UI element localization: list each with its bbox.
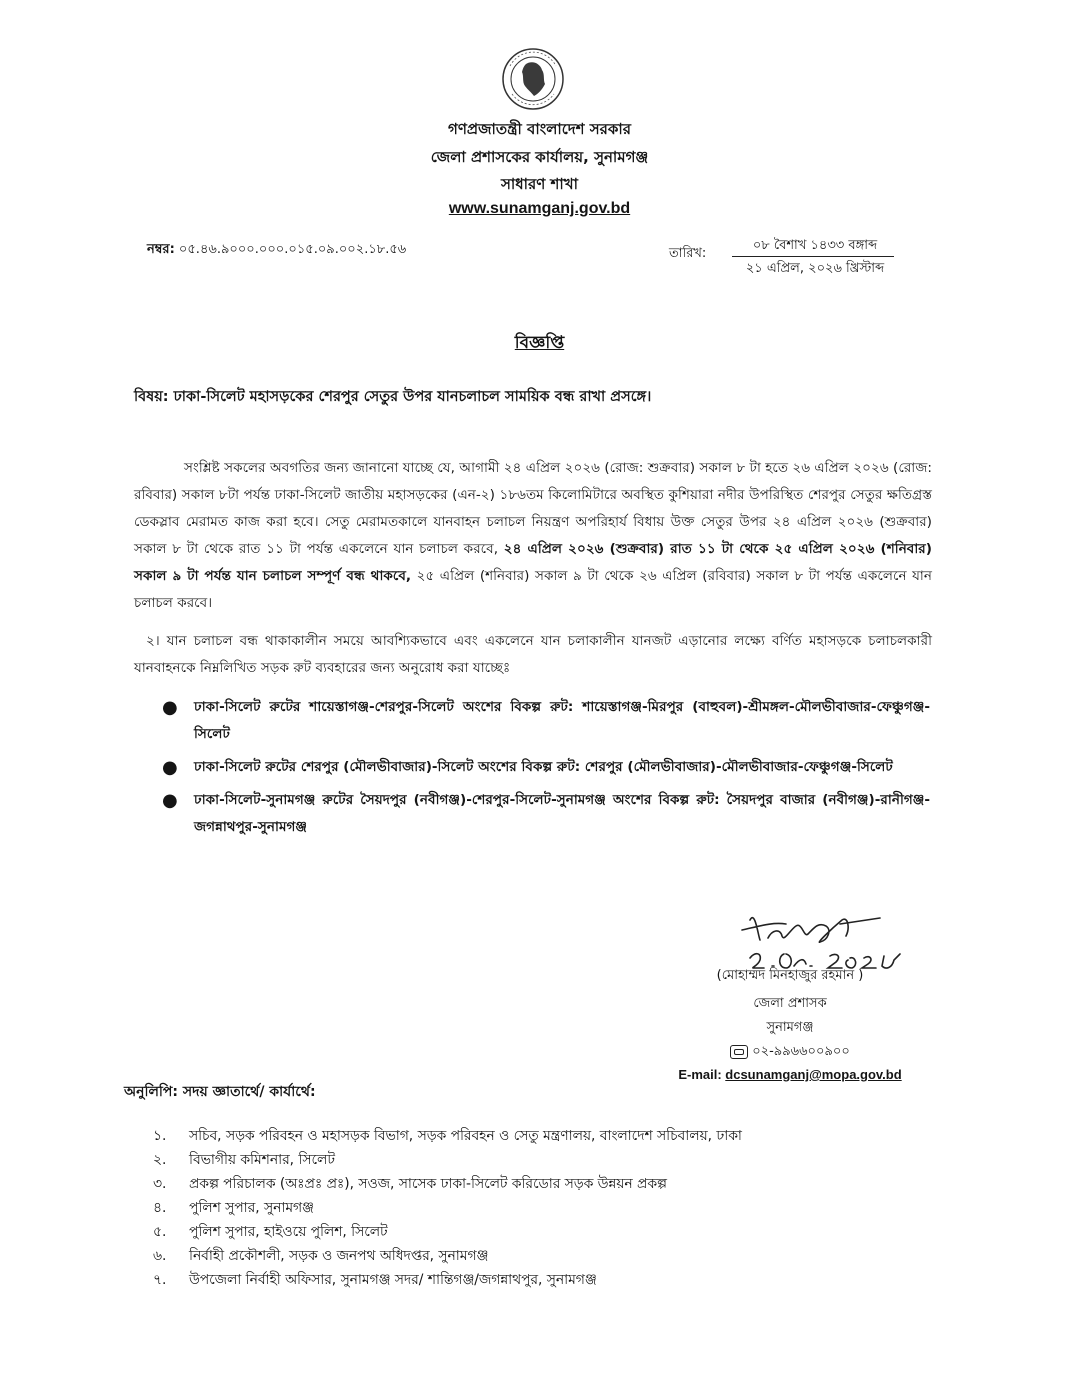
route-item: [160, 787, 930, 841]
list-item: [153, 1220, 742, 1244]
list-item: [153, 1172, 742, 1196]
item-number: ৫.: [153, 1224, 167, 1240]
route-text: ঢাকা-সিলেট-সুনামগঞ্জ রুটের সৈয়দপুর (নবীগঞ্জ)-শেরপুর-সিলেট-সুনামগঞ্জ অংশের বিকল্প রুট: সৈয়দপুর বাজার (নবীগঞ্জ)-রানীগঞ্জ-জগন্নাথপুর-সুনামগঞ্জ: [194, 792, 930, 835]
route-item: [160, 694, 930, 748]
item-text: প্রকল্প পরিচালক (অঃপ্রঃ প্রঃ), সওজ, সাসেক ঢাকা-সিলেট করিডোর সড়ক উন্নয়ন প্রকল্প: [189, 1176, 667, 1192]
copy-to-title: অনুলিপি: সদয় জ্ঞাতার্থে/ কার্যার্থে:: [124, 1084, 316, 1100]
paragraph-2: ২। যান চলাচল বন্ধ থাকাকালীন সময়ে আবশ্যিকভাবে এবং একলেনে যান চলাকালীন যানজট এড়ানোর লক্ষ্যে বর্ণিত মহাসড়কে চলাচলকারী যানবাহনকে নিম্নলিখিত সড়ক রুট ব্যবহারের জন্য অনুরোধ করা যাচ্ছেঃ: [134, 633, 932, 676]
item-text: নির্বাহী প্রকৌশলী, সড়ক ও জনপথ অধিদপ্তর, সুনামগঞ্জ: [189, 1248, 489, 1264]
memo-value: ০৫.৪৬.৯০০০.০০০.০১৫.০৯.০০২.১৮.৫৬: [178, 242, 407, 257]
item-text: পুলিশ সুপার, হাইওয়ে পুলিশ, সিলেট: [189, 1224, 388, 1240]
bullet-icon: ●: [162, 697, 178, 718]
office-name: জেলা প্রশাসকের কার্যালয়, সুনামগঞ্জ: [430, 148, 649, 166]
signatory-location: সুনামগঞ্জ: [766, 1020, 814, 1035]
item-number: ৬.: [153, 1248, 167, 1264]
email-label: E-mail:: [678, 1067, 722, 1082]
signatory-name: (মোহাম্মদ মিনহাজুর রহমান ): [716, 968, 864, 983]
list-item: [153, 1196, 742, 1220]
item-text: পুলিশ সুপার, সুনামগঞ্জ: [189, 1200, 314, 1216]
memo-label: নম্বর:: [147, 242, 175, 257]
signatory-phone: [660, 1042, 920, 1063]
item-number: ৩.: [153, 1176, 167, 1192]
paragraph-1-start: সংশ্লিষ্ট সকলের অবগতির জন্য জানানো যাচ্ছে যে, আগামী ২৪ এপ্রিল ২০২৬ (রোজ: শুক্রবার) সকাল ৮ টা হতে ২৬ এপ্রিল ২০২৬ (রোজ: রবিবার) সকাল ৮টা পর্যন্ত ঢাকা-সিলেট জাতীয় মহাসড়কের (এন-২) ১৮৬তম কিলোমিটারে অবস্থিত কুশিয়ারা নদীর উপরিস্থিত শেরপুর সেতুর ক্ষতিগ্রস্ত ডেকস্লাব মেরামত কাজ করা হবে। সেতু মেরামতকালে যানবাহন চলাচল নিয়ন্ত্রণ অপরিহার্য বিধায় উক্ত সেতুর উপর ২৪ এপ্রিল ২০২৬ (শুক্রবার) সকাল ৮ টা থেকে রাত ১১ টা পর্যন্ত একলেনে যান চলাচল করবে,: [134, 460, 932, 557]
date-label: তারিখ:: [669, 246, 707, 261]
date-bangla: ০৮ বৈশাখ ১৪৩৩ বঙ্গাব্দ: [752, 238, 878, 253]
paragraph-1-bold: ২৪ এপ্রিল ২০২৬ (শুক্রবার) রাত ১১ টা থেকে ২৫ এপ্রিল ২০২৬ (শনিবার) সকাল ৯ টা পর্যন্ত যান চলাচল সম্পূর্ণ বন্ধ থাকবে,: [134, 541, 933, 584]
phone-number: ০২-৯৯৬৬০০৯০০: [752, 1044, 850, 1059]
subject-line: বিষয়: ঢাকা-সিলেট মহাসড়কের শেরপুর সেতুর উপর যানচলাচল সাময়িক বন্ধ রাখা প্রসঙ্গে।: [134, 389, 652, 405]
signatory-designation: জেলা প্রশাসক: [753, 996, 827, 1011]
government-seal-icon: [498, 44, 568, 114]
item-number: ৪.: [153, 1200, 167, 1216]
notice-title: বিজ্ঞপ্তি: [514, 333, 565, 353]
list-item: [153, 1148, 742, 1172]
signatory-email: [660, 1067, 920, 1082]
list-item: [153, 1268, 742, 1292]
item-number: ১.: [153, 1128, 167, 1144]
route-text: ঢাকা-সিলেট রুটের শেরপুর (মৌলভীবাজার)-সিলেট অংশের বিকল্প রুট: শেরপুর (মৌলভীবাজার)-মৌলভীবাজার-ফেঞ্চুগঞ্জ-সিলেট: [194, 759, 893, 775]
bullet-icon: ●: [162, 757, 178, 778]
paragraph-1: [134, 455, 932, 617]
route-text: ঢাকা-সিলেট রুটের শায়েস্তাগঞ্জ-শেরপুর-সিলেট অংশের বিকল্প রুট: শায়েস্তাগঞ্জ-মিরপুর (বাহুবল)-শ্রীমঙ্গল-মৌলভীবাজার-ফেঞ্চুগঞ্জ-সিলেট: [194, 699, 930, 742]
item-number: ৭.: [153, 1272, 167, 1288]
bullet-icon: ●: [162, 790, 178, 811]
website-link[interactable]: www.sunamganj.gov.bd: [448, 200, 631, 217]
section-name: সাধারণ শাখা: [501, 175, 578, 193]
email-link[interactable]: dcsunamganj@mopa.gov.bd: [725, 1067, 902, 1082]
list-item: [153, 1124, 742, 1148]
alternative-routes-list: [160, 694, 930, 847]
copy-to-list: [153, 1124, 742, 1292]
date-gregorian: ২১ এপ্রিল, ২০২৬ খ্রিস্টাব্দ: [745, 261, 885, 276]
memo-number: [147, 240, 406, 261]
item-number: ২.: [153, 1152, 167, 1168]
item-text: বিভাগীয় কমিশনার, সিলেট: [189, 1152, 335, 1168]
list-item: [153, 1244, 742, 1268]
route-item: [160, 754, 930, 781]
item-text: উপজেলা নির্বাহী অফিসার, সুনামগঞ্জ সদর/ শান্তিগঞ্জ/জগন্নাথপুর, সুনামগঞ্জ: [189, 1272, 597, 1288]
date-divider: [732, 256, 894, 257]
item-text: সচিব, সড়ক পরিবহন ও মহাসড়ক বিভাগ, সড়ক পরিবহন ও সেতু মন্ত্রণালয়, বাংলাদেশ সচিবালয়, ঢাকা: [189, 1128, 742, 1144]
telephone-icon: [730, 1045, 748, 1059]
government-name: গণপ্রজাতন্ত্রী বাংলাদেশ সরকার: [448, 120, 631, 138]
paragraph-1-end: ২৫ এপ্রিল (শনিবার) সকাল ৯ টা থেকে ২৬ এপ্রিল (রবিবার) সকাল ৮ টা পর্যন্ত একলেনে যান চলাচল করবে।: [134, 568, 932, 611]
